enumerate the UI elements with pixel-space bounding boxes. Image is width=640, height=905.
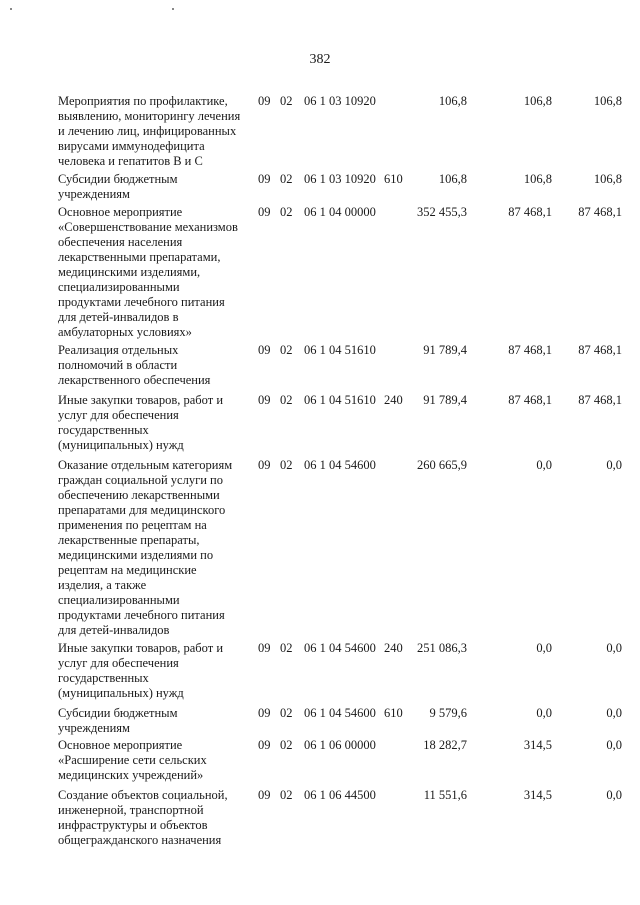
row-value-3: 0,0 <box>606 788 622 802</box>
row-value-1: 11 551,6 <box>423 788 467 802</box>
row-target-code: 06 1 04 51610 <box>304 393 376 407</box>
row-section-code: 09 <box>258 94 271 108</box>
row-value-1: 260 665,9 <box>417 458 467 472</box>
row-value-2: 87 468,1 <box>508 393 552 407</box>
row-subsection-code: 02 <box>280 393 293 407</box>
row-section-code: 09 <box>258 205 271 219</box>
row-description: Иные закупки товаров, работ и услуг для обеспечения государственных (муниципальных) нужд <box>58 393 224 452</box>
row-value-1: 106,8 <box>438 94 467 108</box>
row-value-2: 87 468,1 <box>508 205 552 219</box>
row-description: Мероприятия по профилактике, выявлению, мониторингу лечения и лечению лиц, инфицированных вирусами иммунодефицита человека и гепатитов В и С <box>58 94 241 168</box>
row-value-3: 87 468,1 <box>578 343 622 357</box>
row-value-2: 0,0 <box>536 706 552 720</box>
row-description: Субсидии бюджетным учреждениям <box>58 706 178 735</box>
row-subsection-code: 02 <box>280 172 293 186</box>
row-value-2: 0,0 <box>536 458 552 472</box>
row-expense-type: 610 <box>384 172 403 186</box>
row-target-code: 06 1 03 10920 <box>304 172 376 186</box>
row-section-code: 09 <box>258 343 271 357</box>
row-section-code: 09 <box>258 393 271 407</box>
row-value-3: 0,0 <box>606 458 622 472</box>
row-expense-type: 240 <box>384 641 403 655</box>
row-target-code: 06 1 03 10920 <box>304 94 376 108</box>
row-subsection-code: 02 <box>280 94 293 108</box>
row-subsection-code: 02 <box>280 641 293 655</box>
row-description: Основное мероприятие «Расширение сети сельских медицинских учреждений» <box>58 738 207 782</box>
row-value-3: 0,0 <box>606 706 622 720</box>
row-value-2: 0,0 <box>536 641 552 655</box>
row-value-3: 106,8 <box>593 172 622 186</box>
row-target-code: 06 1 04 54600 <box>304 458 376 472</box>
row-target-code: 06 1 04 51610 <box>304 343 376 357</box>
scan-speck <box>172 8 174 10</box>
row-description: Реализация отдельных полномочий в области лекарственного обеспечения <box>58 343 211 387</box>
row-value-2: 314,5 <box>523 788 552 802</box>
row-target-code: 06 1 06 00000 <box>304 738 376 752</box>
row-value-3: 0,0 <box>606 738 622 752</box>
row-target-code: 06 1 06 44500 <box>304 788 376 802</box>
row-description: Субсидии бюджетным учреждениям <box>58 172 178 201</box>
row-value-2: 106,8 <box>523 94 552 108</box>
row-subsection-code: 02 <box>280 205 293 219</box>
row-description: Создание объектов социальной, инженерной, транспортной инфраструктуры и объектов общегражданского назначения <box>58 788 228 847</box>
row-target-code: 06 1 04 54600 <box>304 641 376 655</box>
row-value-1: 91 789,4 <box>423 393 467 407</box>
row-target-code: 06 1 04 00000 <box>304 205 376 219</box>
row-value-1: 352 455,3 <box>417 205 467 219</box>
row-subsection-code: 02 <box>280 343 293 357</box>
row-section-code: 09 <box>258 172 271 186</box>
row-subsection-code: 02 <box>280 738 293 752</box>
row-section-code: 09 <box>258 788 271 802</box>
row-expense-type: 240 <box>384 393 403 407</box>
row-value-3: 87 468,1 <box>578 393 622 407</box>
row-section-code: 09 <box>258 641 271 655</box>
row-description: Иные закупки товаров, работ и услуг для обеспечения государственных (муниципальных) нужд <box>58 641 224 700</box>
row-value-1: 91 789,4 <box>423 343 467 357</box>
row-value-1: 251 086,3 <box>417 641 467 655</box>
row-value-2: 106,8 <box>523 172 552 186</box>
row-expense-type: 610 <box>384 706 403 720</box>
scan-speck <box>10 8 12 10</box>
row-value-2: 87 468,1 <box>508 343 552 357</box>
row-value-1: 18 282,7 <box>423 738 467 752</box>
row-section-code: 09 <box>258 738 271 752</box>
row-subsection-code: 02 <box>280 788 293 802</box>
row-section-code: 09 <box>258 706 271 720</box>
row-value-3: 0,0 <box>606 641 622 655</box>
row-description: Оказание отдельным категориям граждан социальной услуги по обеспечению лекарственными препаратами для медицинского применения по рецептам на лекарственные препараты, медицинскими изделиями по рецептам на медицинские изделия, а также специализированными продуктами лечебного питания для детей-инвалидов <box>58 458 233 637</box>
row-value-1: 9 579,6 <box>429 706 467 720</box>
row-value-3: 106,8 <box>593 94 622 108</box>
row-value-3: 87 468,1 <box>578 205 622 219</box>
row-target-code: 06 1 04 54600 <box>304 706 376 720</box>
row-value-1: 106,8 <box>438 172 467 186</box>
page-number: 382 <box>309 52 331 67</box>
row-value-2: 314,5 <box>523 738 552 752</box>
row-subsection-code: 02 <box>280 458 293 472</box>
row-description: Основное мероприятие «Совершенствование механизмов обеспечения населения лекарственными препаратами, медицинскими изделиями, специализированными продуктами лечебного питания для детей-инвалидов в амбулаторных условиях» <box>58 205 238 339</box>
row-subsection-code: 02 <box>280 706 293 720</box>
row-section-code: 09 <box>258 458 271 472</box>
